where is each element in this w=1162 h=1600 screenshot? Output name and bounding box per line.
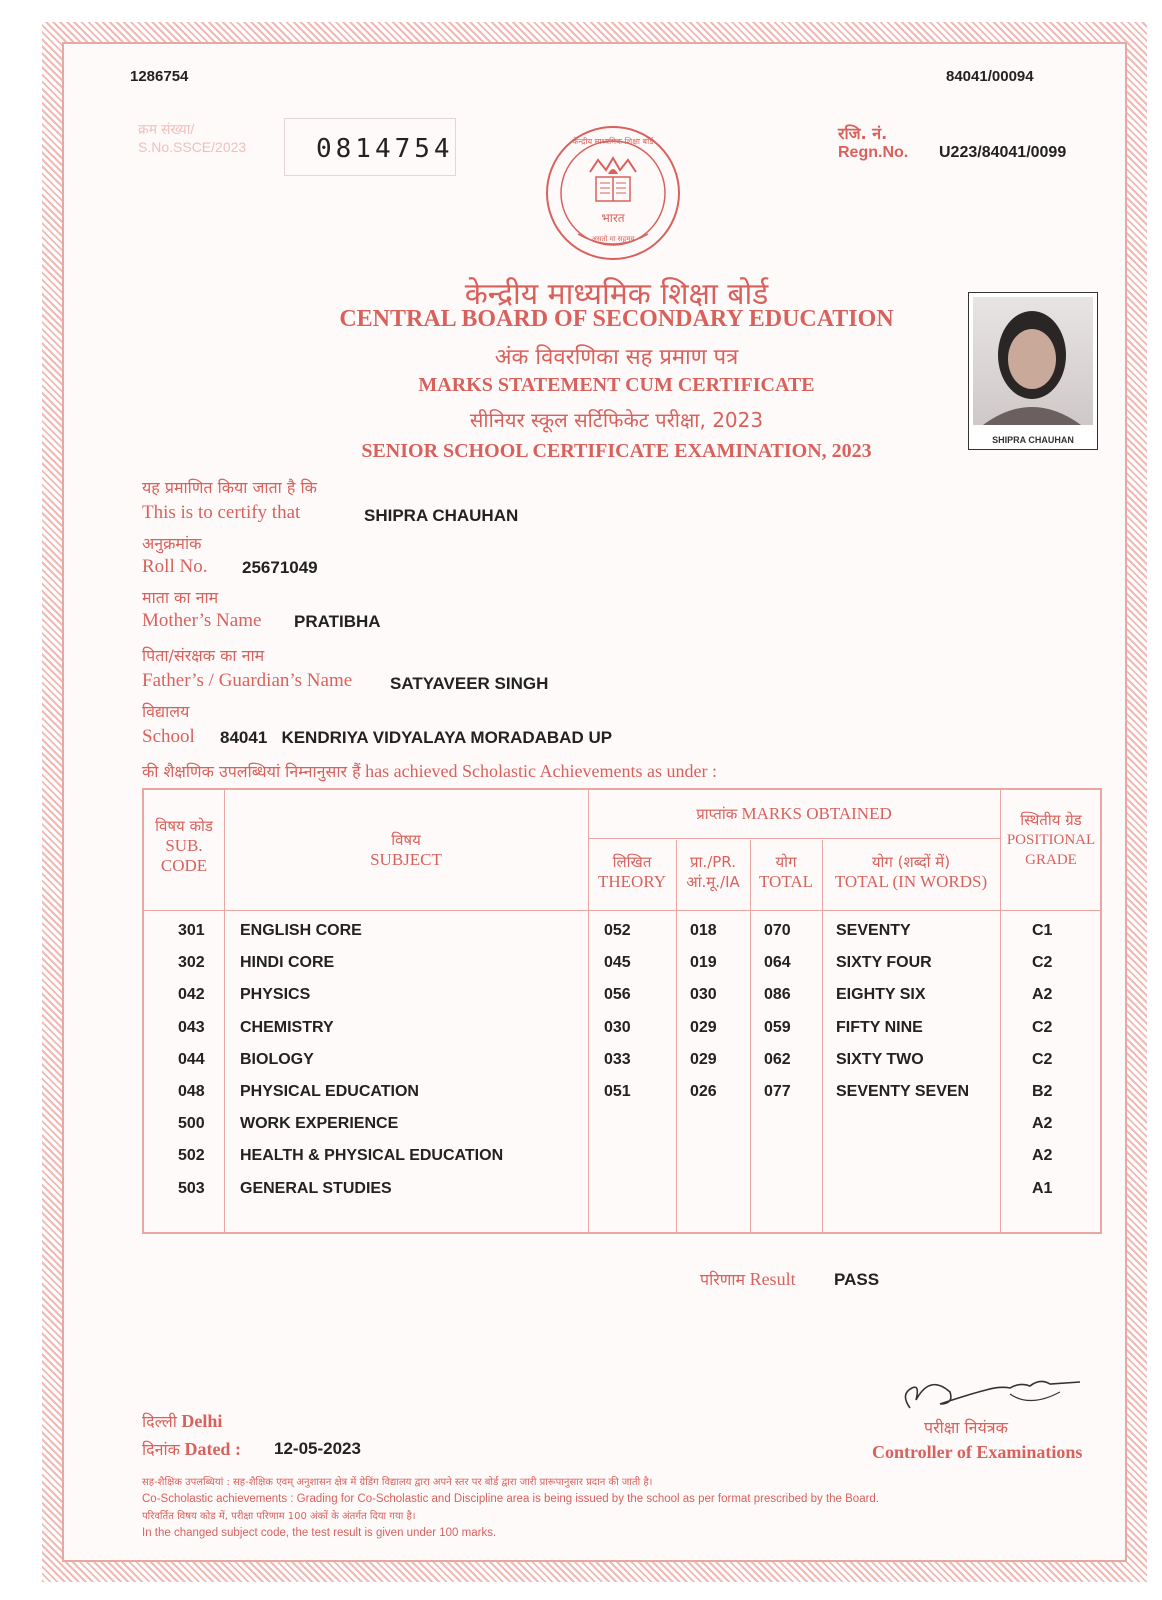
cell-subject: PHYSICS: [240, 986, 311, 1004]
cell-grade: C2: [1032, 1018, 1053, 1036]
cell-grade: A2: [1032, 1147, 1053, 1165]
photo-caption: SHIPRA CHAUHAN: [992, 435, 1074, 445]
header-subject-code: [144, 816, 224, 876]
school-label-hindi: विद्यालय: [142, 702, 190, 721]
achieved-english: has achieved Scholastic Achievements as under :: [365, 761, 717, 781]
controller-title-hindi: परीक्षा नियंत्रक: [924, 1418, 1008, 1437]
cell-total: 059: [764, 1018, 791, 1036]
cell-words: SEVENTY: [836, 922, 911, 939]
cell-grade: A1: [1032, 1179, 1053, 1197]
header-theory: [588, 852, 676, 892]
student-photo: [968, 292, 1098, 450]
note1-hindi: सह-शैक्षिक उपलब्धियां : सह-शैक्षिक एवम् अनुशासन क्षेत्र में ग्रेडिंग विद्यालय द्वारा अपने स्तर पर बोर्ड द्वारा जारी प्रारूपानुसार प्रदान की जाती है।: [142, 1477, 653, 1488]
dated-english: Dated :: [184, 1439, 241, 1459]
serial-number-right: 84041/00094: [946, 68, 1034, 85]
header-grade-hindi: स्थितीय ग्रेड: [1020, 811, 1082, 829]
header-code-english-2: CODE: [160, 856, 208, 875]
header-grade-english-1: POSITIONAL: [1006, 832, 1096, 848]
board-title-hindi: केन्द्रीय माध्यमिक शिक्षा बोर्ड: [464, 277, 769, 312]
table-row: [144, 922, 1104, 954]
cell-theory: 045: [604, 954, 631, 972]
header-marks-obtained: [588, 804, 1000, 824]
student-name: SHIPRA CHAUHAN: [364, 506, 519, 525]
header-total: [750, 852, 822, 892]
header-words-hindi: योग (शब्दों में): [871, 853, 951, 871]
header-positional-grade: [1000, 810, 1102, 870]
row-divider: [588, 838, 1000, 839]
mother-name: PRATIBHA: [294, 612, 381, 631]
header-practical: [676, 852, 750, 892]
cell-pr: 026: [690, 1083, 717, 1100]
cell-pr: 029: [690, 1018, 717, 1036]
cell-words: FIFTY NINE: [836, 1018, 923, 1036]
sno-value: 0814754: [316, 134, 454, 164]
cell-code: 502: [178, 1147, 205, 1165]
cell-grade: A2: [1032, 986, 1053, 1004]
header-pr-1: प्रा./PR.: [690, 853, 736, 871]
header-theory-english: THEORY: [598, 872, 666, 891]
sno-label-english: S.No.SSCE/2023: [138, 139, 247, 155]
table-row: [144, 1147, 1104, 1179]
certify-label-english: This is to certify that: [142, 502, 301, 523]
sno-label-hindi: क्रम संख्या/: [138, 121, 195, 137]
footnotes: [142, 1474, 1122, 1542]
cell-subject: BIOLOGY: [240, 1050, 314, 1068]
result-value: PASS: [834, 1270, 880, 1289]
cell-theory: 030: [604, 1018, 631, 1036]
person-silhouette-icon: [973, 297, 1091, 425]
cell-code: 044: [178, 1050, 205, 1068]
table-row: [144, 1019, 1104, 1051]
header-marks-hindi: प्राप्तांक: [696, 805, 738, 823]
doc-title-english: MARKS STATEMENT CUM CERTIFICATE: [418, 374, 815, 396]
cell-words: SIXTY TWO: [836, 1050, 924, 1068]
table-row: [144, 954, 1104, 986]
table-row: [144, 1083, 1104, 1115]
cell-grade: C1: [1032, 922, 1053, 939]
doc-title-hindi: अंक विवरणिका सह प्रमाण पत्र: [494, 345, 739, 370]
cell-words: SIXTY FOUR: [836, 954, 932, 972]
certify-label-hindi: यह प्रमाणित किया जाता है कि: [142, 478, 317, 497]
roll-number: 25671049: [242, 558, 318, 577]
cell-pr: 030: [690, 986, 717, 1004]
regn-label-english: Regn.No.: [838, 144, 909, 161]
place-line: [142, 1410, 222, 1432]
header-code-english-1: SUB.: [165, 836, 203, 855]
result-label-hindi: परिणाम: [700, 1270, 746, 1289]
cell-subject: WORK EXPERIENCE: [240, 1115, 399, 1133]
serial-number-left: 1286754: [130, 68, 189, 85]
header-pr-2: आं.मू./IA: [686, 873, 740, 891]
cell-words: EIGHTY SIX: [836, 986, 926, 1004]
school-label-english: School: [142, 726, 195, 747]
cell-theory: 051: [604, 1083, 631, 1100]
controller-title-english: Controller of Examinations: [872, 1442, 1083, 1462]
cell-theory: 052: [604, 922, 631, 939]
achieved-hindi: की शैक्षणिक उपलब्धियां निम्नानुसार हैं: [142, 762, 361, 781]
cell-theory: 033: [604, 1050, 631, 1068]
cell-code: 302: [178, 954, 205, 972]
cell-subject: ENGLISH CORE: [240, 922, 362, 939]
regn-value: U223/84041/0099: [939, 144, 1067, 161]
mother-label-english: Mother’s Name: [142, 610, 262, 631]
cell-code: 043: [178, 1018, 205, 1036]
note1-english: Co-Scholastic achievements : Grading for Co-Scholastic and Discipline area is being issued by the school as per format prescribed by the Board.: [142, 1493, 880, 1505]
father-name: SATYAVEER SINGH: [390, 674, 549, 693]
roll-label-hindi: अनुक्रमांक: [142, 534, 202, 553]
cell-words: SEVENTY SEVEN: [836, 1083, 970, 1100]
board-title-english: CENTRAL BOARD OF SECONDARY EDUCATION: [339, 306, 894, 332]
regn-label-hindi: रजि. नं.: [838, 124, 888, 143]
header-grade-english-2: GRADE: [1025, 852, 1077, 868]
cell-code: 048: [178, 1083, 205, 1100]
cell-code: 500: [178, 1115, 205, 1133]
cell-subject: PHYSICAL EDUCATION: [240, 1083, 419, 1100]
cell-code: 301: [178, 922, 205, 939]
table-row: [144, 1051, 1104, 1083]
school-name: 84041 KENDRIYA VIDYALAYA MORADABAD UP: [220, 728, 613, 747]
header-subject-english: SUBJECT: [370, 850, 442, 869]
father-label-hindi: पिता/संरक्षक का नाम: [142, 646, 265, 665]
certificate-inner-border: [62, 42, 1127, 1562]
cell-total: 062: [764, 1050, 791, 1068]
emblem-motto-text: असतो मा सद्गमय: [591, 235, 635, 243]
cell-pr: 029: [690, 1050, 717, 1068]
result-label: [700, 1268, 796, 1290]
result-label-english: Result: [749, 1269, 796, 1289]
cbse-emblem-icon: [542, 122, 684, 264]
issue-date: 12-05-2023: [274, 1439, 361, 1458]
mother-label-hindi: माता का नाम: [142, 588, 219, 607]
certificate-sheet: [42, 22, 1147, 1582]
dated-line: [142, 1438, 241, 1460]
marks-table: [142, 788, 1102, 1234]
header-subject-hindi: विषय: [391, 831, 421, 849]
cell-grade: B2: [1032, 1083, 1053, 1100]
header-theory-hindi: लिखित: [612, 853, 652, 871]
cell-total: 070: [764, 922, 791, 939]
emblem-board-text: केन्द्रीय माध्यमिक शिक्षा बोर्ड: [572, 137, 654, 146]
cell-theory: 056: [604, 986, 631, 1004]
achievement-line: [142, 760, 717, 782]
header-total-english: TOTAL: [758, 872, 814, 891]
header-code-hindi: विषय कोड: [155, 817, 213, 835]
roll-label-english: Roll No.: [142, 556, 208, 577]
cell-code: 042: [178, 986, 205, 1004]
cell-total: 086: [764, 986, 791, 1004]
header-marks-english: MARKS OBTAINED: [741, 804, 892, 823]
cell-subject: HINDI CORE: [240, 954, 335, 972]
row-divider: [144, 910, 1102, 911]
exam-title-hindi: सीनियर स्कूल सर्टिफिकेट परीक्षा, 2023: [469, 408, 764, 432]
place-english: Delhi: [181, 1411, 223, 1431]
cell-grade: C2: [1032, 1050, 1053, 1068]
cell-grade: A2: [1032, 1115, 1053, 1133]
cell-grade: C2: [1032, 954, 1053, 972]
header-total-hindi: योग: [775, 853, 797, 871]
controller-signature: [890, 1364, 1090, 1420]
cell-subject: HEALTH & PHYSICAL EDUCATION: [240, 1147, 504, 1165]
header-subject: [224, 830, 588, 870]
header-total-words: [822, 852, 1000, 892]
father-label-english: Father’s / Guardian’s Name: [142, 670, 353, 691]
cell-total: 064: [764, 954, 791, 972]
cell-subject: CHEMISTRY: [240, 1018, 334, 1036]
dated-hindi: दिनांक: [142, 1440, 180, 1459]
cell-pr: 018: [690, 922, 717, 939]
header-words-english: TOTAL (IN WORDS): [834, 872, 988, 891]
cell-code: 503: [178, 1179, 205, 1197]
table-row: [144, 1180, 1104, 1212]
exam-title-english: SENIOR SCHOOL CERTIFICATE EXAMINATION, 2023: [361, 440, 872, 462]
table-row: [144, 986, 1104, 1018]
cell-total: 077: [764, 1083, 791, 1100]
cell-subject: GENERAL STUDIES: [240, 1179, 392, 1197]
emblem-bharat-text: भारत: [601, 211, 625, 225]
note2-english: In the changed subject code, the test result is given under 100 marks.: [142, 1527, 497, 1539]
place-hindi: दिल्ली: [142, 1412, 177, 1431]
table-row: [144, 1115, 1104, 1147]
cell-pr: 019: [690, 954, 717, 972]
note2-hindi: परिवर्तित विषय कोड में, परीक्षा परिणाम 100 अंकों के अंतर्गत दिया गया है।: [142, 1511, 416, 1522]
photo-portrait: [973, 297, 1093, 425]
sno-label: [138, 120, 246, 156]
